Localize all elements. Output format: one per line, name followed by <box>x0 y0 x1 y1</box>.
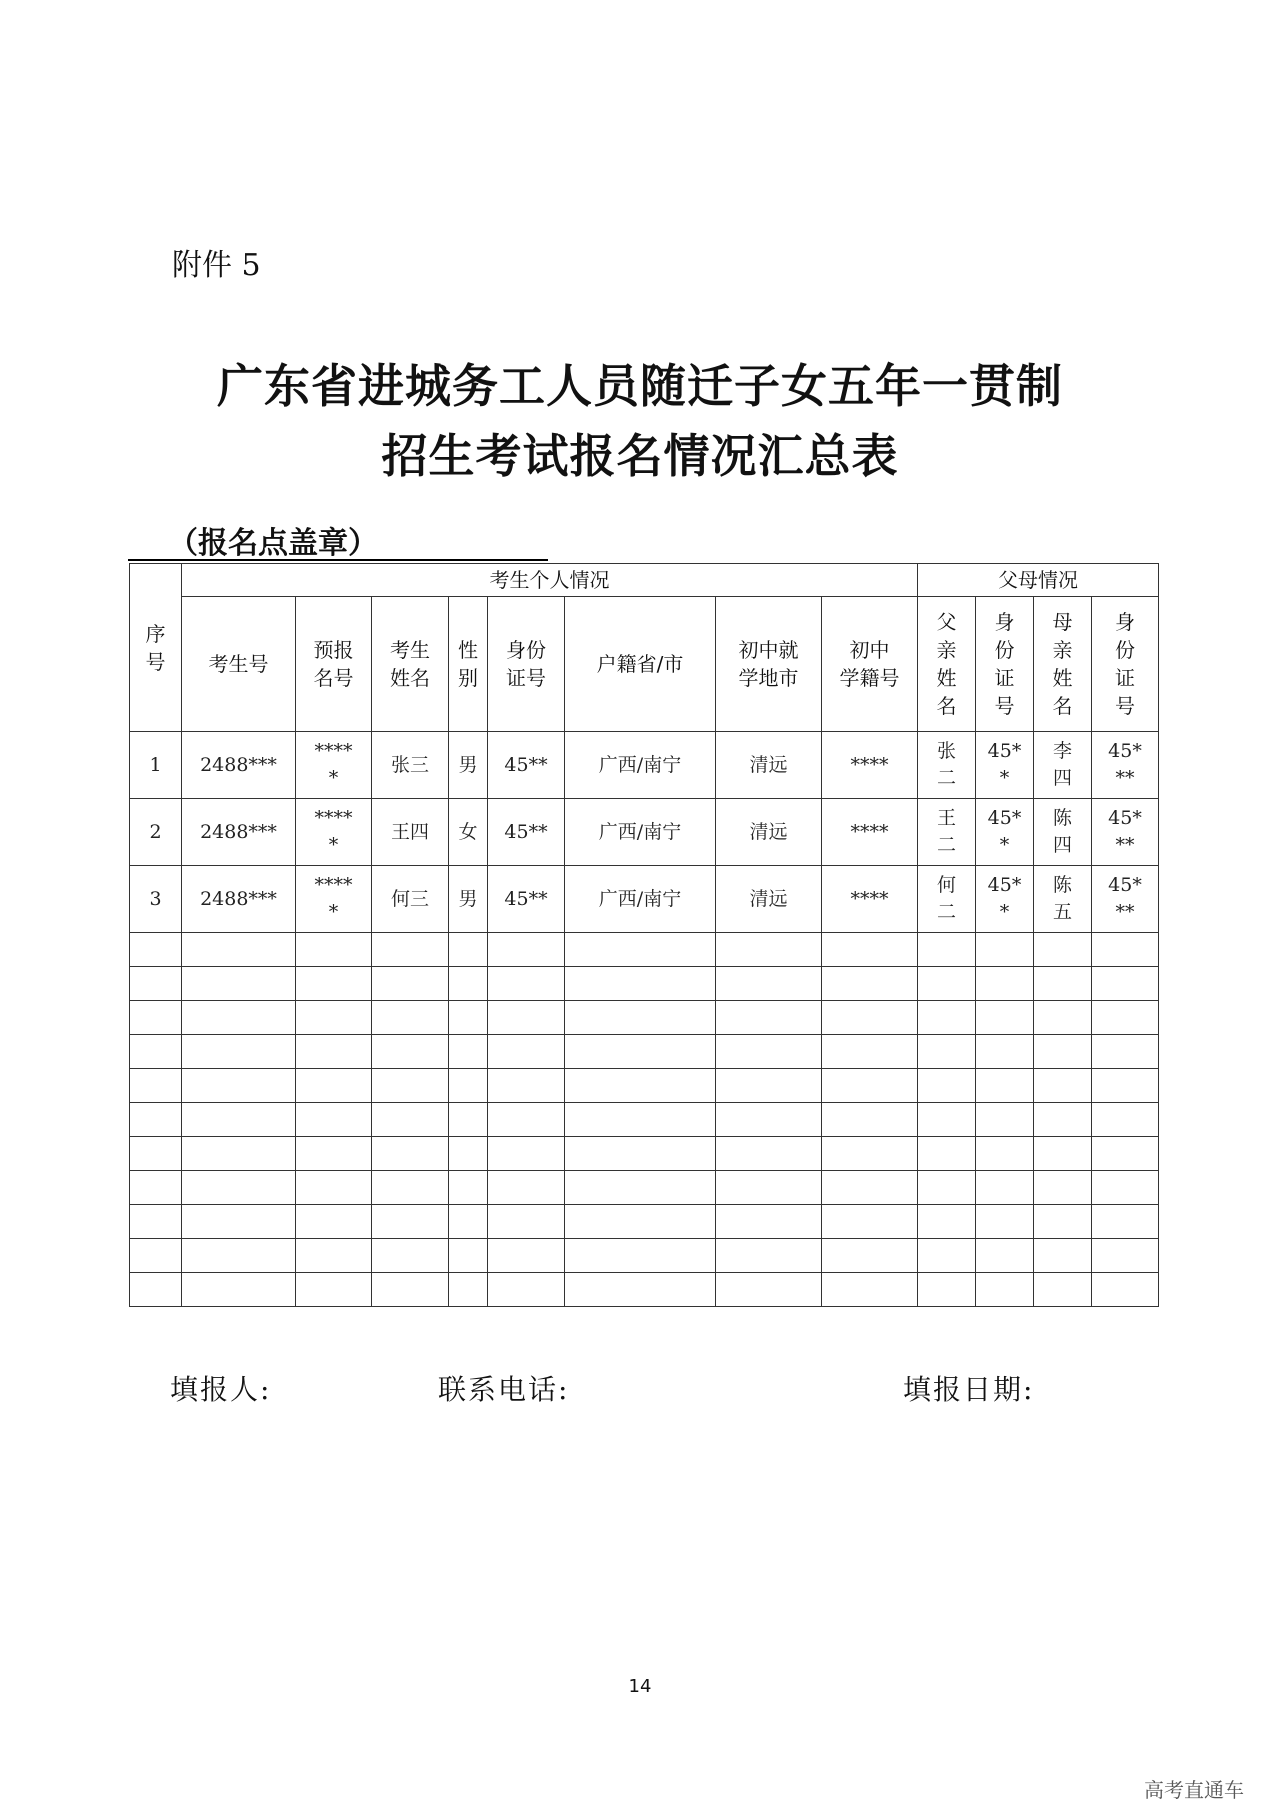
cell-father-id: 45* * <box>976 866 1034 933</box>
page-title-line-1: 广东省进城务工人员随迁子女五年一贯制 <box>217 359 1063 413</box>
cell-hukou: 广西/南宁 <box>565 732 716 799</box>
header-hukou: 户籍省/市 <box>565 597 716 732</box>
empty-row <box>130 1205 1159 1239</box>
watermark: 高考直通车 <box>1144 1778 1244 1802</box>
cell-mother-name: 陈 五 <box>1034 866 1092 933</box>
stamp-label: （报名点盖章） <box>168 526 378 561</box>
header-seq: 序 号 <box>130 564 182 732</box>
cell-school-no: **** <box>822 732 918 799</box>
header-name: 考生 姓名 <box>372 597 449 732</box>
empty-row <box>130 1001 1159 1035</box>
cell-id: 45** <box>488 799 565 866</box>
header-group-student: 考生个人情况 <box>182 564 918 597</box>
header-exam-no: 考生号 <box>182 597 296 732</box>
empty-row <box>130 1171 1159 1205</box>
cell-school-city: 清远 <box>716 732 822 799</box>
attachment-label: 附件 5 <box>172 248 261 283</box>
cell-father-name: 何 二 <box>918 866 976 933</box>
cell-hukou: 广西/南宁 <box>565 866 716 933</box>
empty-row <box>130 967 1159 1001</box>
cell-id: 45** <box>488 866 565 933</box>
date-label: 填报日期: <box>903 1373 1035 1406</box>
cell-gender: 男 <box>449 866 488 933</box>
phone-label: 联系电话: <box>438 1373 570 1406</box>
cell-gender: 男 <box>449 732 488 799</box>
header-school-city: 初中就 学地市 <box>716 597 822 732</box>
page-number: 14 <box>628 1676 652 1697</box>
cell-mother-id: 45* ** <box>1092 866 1159 933</box>
empty-row <box>130 1103 1159 1137</box>
cell-pre-no: **** * <box>296 732 372 799</box>
cell-father-id: 45* * <box>976 799 1034 866</box>
cell-pre-no: **** * <box>296 799 372 866</box>
cell-school-no: **** <box>822 866 918 933</box>
cell-gender: 女 <box>449 799 488 866</box>
cell-name: 张三 <box>372 732 449 799</box>
cell-school-no: **** <box>822 799 918 866</box>
empty-row <box>130 1069 1159 1103</box>
cell-exam-no: 2488*** <box>182 732 296 799</box>
cell-mother-name: 李 四 <box>1034 732 1092 799</box>
stamp-underline <box>128 559 548 561</box>
header-group-parent: 父母情况 <box>918 564 1159 597</box>
empty-row <box>130 933 1159 967</box>
empty-row <box>130 1273 1159 1307</box>
cell-father-name: 张 二 <box>918 732 976 799</box>
table-row <box>130 732 1159 799</box>
cell-father-name: 王 二 <box>918 799 976 866</box>
page-title-line-2: 招生考试报名情况汇总表 <box>381 429 899 483</box>
registration-summary-table <box>129 563 1159 1307</box>
header-id: 身份 证号 <box>488 597 565 732</box>
header-father-id: 身 份 证 号 <box>976 597 1034 732</box>
cell-pre-no: **** * <box>296 866 372 933</box>
header-mother-name: 母 亲 姓 名 <box>1034 597 1092 732</box>
cell-id: 45** <box>488 732 565 799</box>
cell-school-city: 清远 <box>716 866 822 933</box>
cell-mother-name: 陈 四 <box>1034 799 1092 866</box>
cell-school-city: 清远 <box>716 799 822 866</box>
cell-seq: 1 <box>130 732 182 799</box>
cell-mother-id: 45* ** <box>1092 799 1159 866</box>
header-school-no: 初中 学籍号 <box>822 597 918 732</box>
header-father-name: 父 亲 姓 名 <box>918 597 976 732</box>
cell-seq: 3 <box>130 866 182 933</box>
cell-father-id: 45* * <box>976 732 1034 799</box>
cell-mother-id: 45* ** <box>1092 732 1159 799</box>
cell-seq: 2 <box>130 799 182 866</box>
table-row <box>130 866 1159 933</box>
cell-hukou: 广西/南宁 <box>565 799 716 866</box>
empty-row <box>130 1239 1159 1273</box>
table-row <box>130 799 1159 866</box>
header-gender: 性 别 <box>449 597 488 732</box>
cell-exam-no: 2488*** <box>182 866 296 933</box>
cell-name: 何三 <box>372 866 449 933</box>
empty-row <box>130 1035 1159 1069</box>
cell-name: 王四 <box>372 799 449 866</box>
cell-exam-no: 2488*** <box>182 799 296 866</box>
header-mother-id: 身 份 证 号 <box>1092 597 1159 732</box>
filler-label: 填报人: <box>170 1373 272 1406</box>
empty-row <box>130 1137 1159 1171</box>
header-pre-no: 预报 名号 <box>296 597 372 732</box>
